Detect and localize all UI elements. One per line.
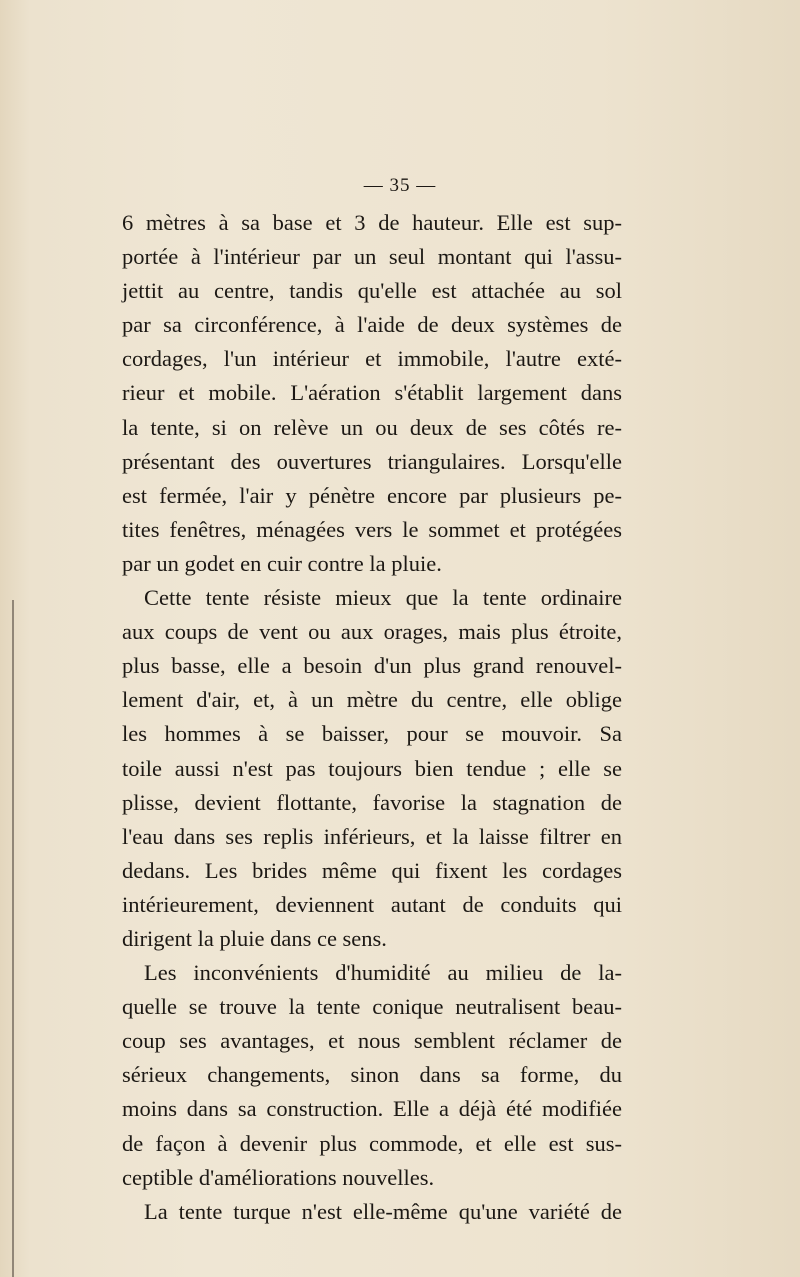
text-line: aux coups de vent ou aux orages, mais plus étroite,	[122, 619, 622, 645]
text-line: toile aussi n'est pas toujours bien tendue ; elle se	[122, 755, 622, 781]
text-line: par sa circonférence, à l'aide de deux systèmes de	[122, 312, 622, 338]
text-line: ceptible d'améliorations nouvelles.	[122, 1164, 435, 1190]
text-line: La tente turque n'est elle-même qu'une variété de	[144, 1198, 622, 1224]
text-line: portée à l'intérieur par un seul montant qui l'assu-	[122, 244, 622, 270]
text-line: lement d'air, et, à un mètre du centre, elle oblige	[122, 687, 622, 713]
text-line: l'eau dans ses replis inférieurs, et la laisse filtrer en	[122, 823, 622, 849]
text-line: moins dans sa construction. Elle a déjà été modifiée	[122, 1096, 622, 1122]
text-line: par un godet en cuir contre la pluie.	[122, 550, 442, 576]
text-line: sérieux changements, sinon dans sa forme, du	[122, 1062, 622, 1088]
text-line: tites fenêtres, ménagées vers le sommet et protégées	[122, 516, 622, 542]
text-line: intérieurement, deviennent autant de conduits qui	[122, 891, 622, 917]
text-line: jettit au centre, tandis qu'elle est attachée au sol	[122, 278, 622, 304]
text-line: plisse, devient flottante, favorise la stagnation de	[122, 789, 622, 815]
text-line: dedans. Les brides même qui fixent les cordages	[122, 857, 622, 883]
text-line: 6 mètres à sa base et 3 de hauteur. Elle est sup-	[122, 210, 622, 235]
page-edge-shadow	[12, 600, 14, 1277]
text-line: coup ses avantages, et nous semblent réclamer de	[122, 1028, 622, 1054]
text-line: de façon à devenir plus commode, et elle est sus-	[122, 1130, 622, 1156]
text-line: cordages, l'un intérieur et immobile, l'autre exté-	[122, 346, 622, 372]
text-line: plus basse, elle a besoin d'un plus grand renouvel-	[122, 653, 622, 679]
body-text	[122, 206, 622, 1229]
text-line: rieur et mobile. L'aération s'établit largement dans	[122, 380, 622, 406]
text-line: la tente, si on relève un ou deux de ses côtés re-	[122, 414, 622, 440]
page-number: — 35 —	[363, 175, 437, 196]
text-line: présentant des ouvertures triangulaires. Lorsqu'elle	[122, 448, 622, 474]
text-line: Les inconvénients d'humidité au milieu de la-	[144, 960, 622, 986]
text-line: est fermée, l'air y pénètre encore par plusieurs pe-	[122, 482, 622, 508]
text-line: les hommes à se baisser, pour se mouvoir. Sa	[122, 721, 622, 747]
text-line: dirigent la pluie dans ce sens.	[122, 925, 387, 951]
text-line: quelle se trouve la tente conique neutralisent beau-	[122, 994, 622, 1020]
text-line: Cette tente résiste mieux que la tente ordinaire	[144, 585, 622, 611]
